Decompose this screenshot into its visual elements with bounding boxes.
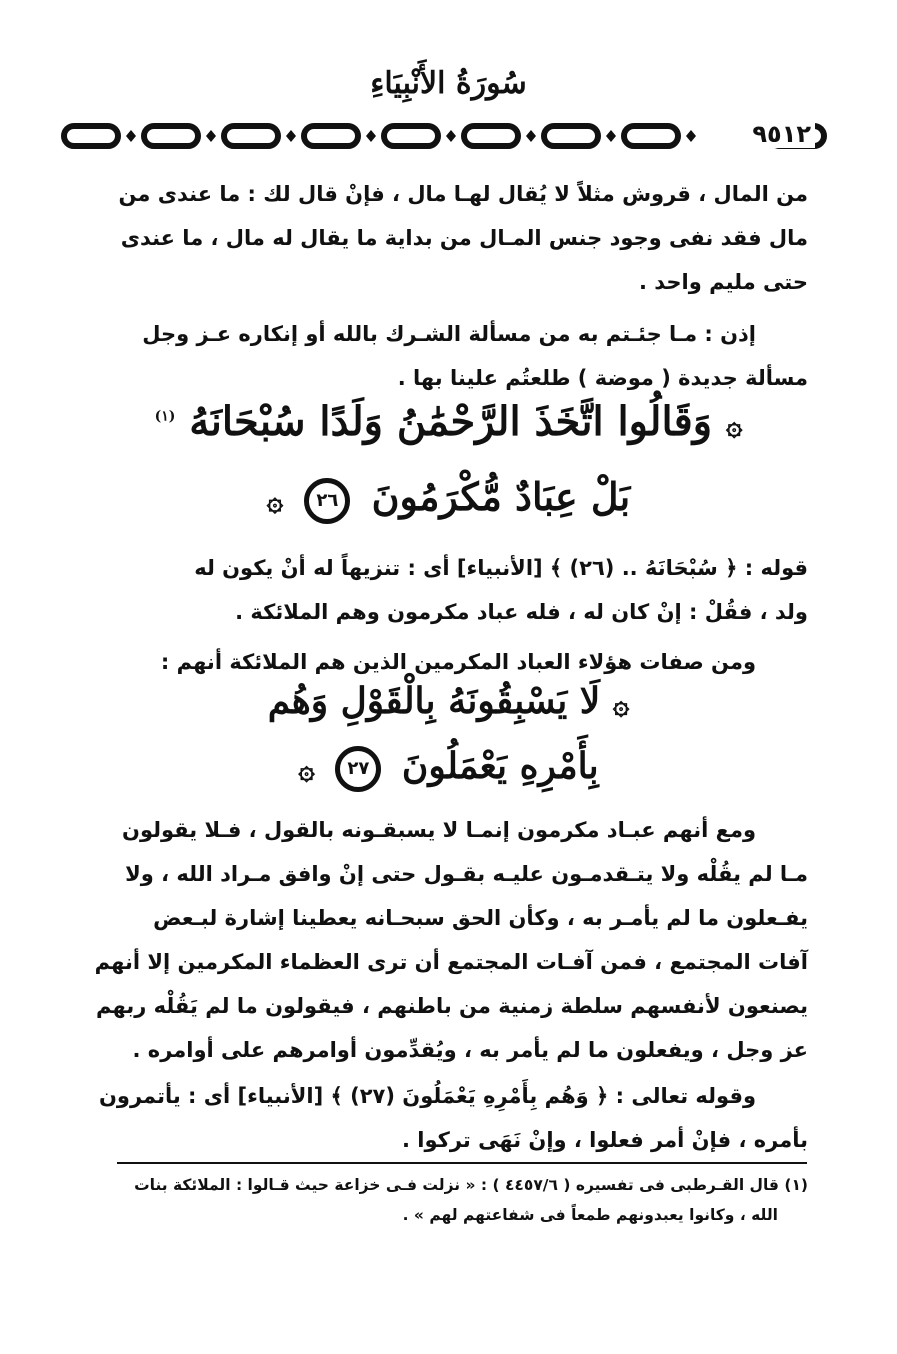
text-line: عز وجل ، ويفعلون ما لم يأمر به ، ويُقدِّمون أوامرهم على أوامره .	[132, 1038, 808, 1062]
text-line: من المال ، قروش مثلاً لا يُقال لهـا مال ، فإنْ قال لك : ما عندى من	[118, 182, 808, 206]
text-line: حتى مليم واحد .	[639, 270, 808, 294]
verse-text: وَقَالُوا اتَّخَذَ الرَّحْمَٰنُ وَلَدًا سُبْحَانَهُ	[189, 398, 713, 445]
text-line: وقوله تعالى : ﴿ وَهُم بِأَمْرِهِ يَعْمَلُونَ (٢٧) ﴾ [الأنبياء] أى : يأتمرون	[98, 1084, 756, 1108]
text-line: آفات المجتمع ، فمن آفـات المجتمع أن ترى العظماء المكرمين إلا أنهم	[94, 950, 808, 974]
footnote-divider	[117, 1162, 807, 1164]
verse-text: لَا يَسْبِقُونَهُ بِالْقَوْلِ وَهُم	[267, 680, 601, 722]
text-line: ومن صفات هؤلاء العباد المكرمين الذين هم الملائكة أنهم :	[160, 650, 756, 674]
text-line: مسألة جديدة ( موضة ) طلعتُم علينا بها .	[397, 366, 808, 390]
verse-26-line-1	[0, 398, 897, 445]
verse-open-ornament-icon: ۞	[612, 687, 630, 721]
footnote-marker: (١)	[154, 408, 176, 425]
text-line: مال فقد نفى وجود جنس المـال من بداية ما يقال له مال ، ما عندى	[120, 226, 808, 250]
text-line: ولد ، فقُلْ : إنْ كان له ، فله عباد مكرمون وهم الملائكة .	[235, 600, 808, 624]
verse-open-ornament-icon: ۞	[726, 408, 743, 442]
text-line: ومع أنهم عبـاد مكرمون إنمـا لا يسبقـونه بالقول ، فـلا يقولون	[122, 818, 756, 842]
ayah-number-badge: ٢٦	[304, 478, 350, 524]
page-number: ٩٥١٢	[748, 120, 815, 148]
footnote-line: (١) قال القـرطبى فى تفسيره ( ٤٤٥٧/٦ ) : « نزلت فـى خزاعة حيث قـالوا : الملائكة بنات	[134, 1176, 808, 1194]
footnote-line: الله ، وكانوا يعبدونهم طمعاً فى شفاعتهم لهم » .	[402, 1206, 778, 1224]
paragraph-6	[76, 1074, 808, 1162]
verse-26-line-2	[0, 474, 897, 524]
paragraph-1	[76, 172, 808, 304]
verse-text: بَلْ عِبَادٌ مُّكْرَمُونَ	[371, 474, 631, 519]
ayah-number-badge: ٢٧	[335, 746, 381, 792]
surah-title: سُورَةُ الأَنْبِيَاءِ	[370, 66, 527, 101]
verse-close-ornament-icon: ۞	[266, 484, 284, 517]
verse-27-line-1	[0, 680, 897, 722]
verse-close-ornament-icon: ۞	[298, 752, 315, 786]
paragraph-4	[76, 640, 808, 684]
decorative-chain-border	[60, 118, 830, 154]
verse-27-line-2	[0, 745, 897, 792]
text-line: يفـعلون ما لم يأمـر به ، وكأن الحق سبحـانه يعطينا إشارة لبـعض	[153, 906, 808, 930]
footnote	[76, 1170, 808, 1230]
text-line: مـا لم يقُلْه ولا يتـقدمـون عليـه بقـول حتى إنْ وافق مـراد الله ، ولا	[125, 862, 808, 886]
paragraph-3	[76, 546, 808, 634]
text-line: إذن : مـا جئـتم به من مسألة الشـرك بالله أو إنكاره عـز وجل	[142, 322, 756, 346]
paragraph-5	[76, 808, 808, 1072]
text-line: بأمره ، فإنْ أمر فعلوا ، وإنْ نَهَى تركوا .	[401, 1128, 808, 1152]
text-line: قوله : ﴿ سُبْحَانَهُ .. (٢٦) ﴾ [الأنبياء] أى : تنزيهاً له أنْ يكون له	[194, 556, 808, 580]
verse-text: بِأَمْرِهِ يَعْمَلُونَ	[401, 745, 599, 787]
paragraph-2	[76, 312, 808, 400]
text-line: يصنعون لأنفسهم سلطة زمنية من باطنهم ، فيقولون ما لم يَقُلْه ربهم	[95, 994, 808, 1018]
